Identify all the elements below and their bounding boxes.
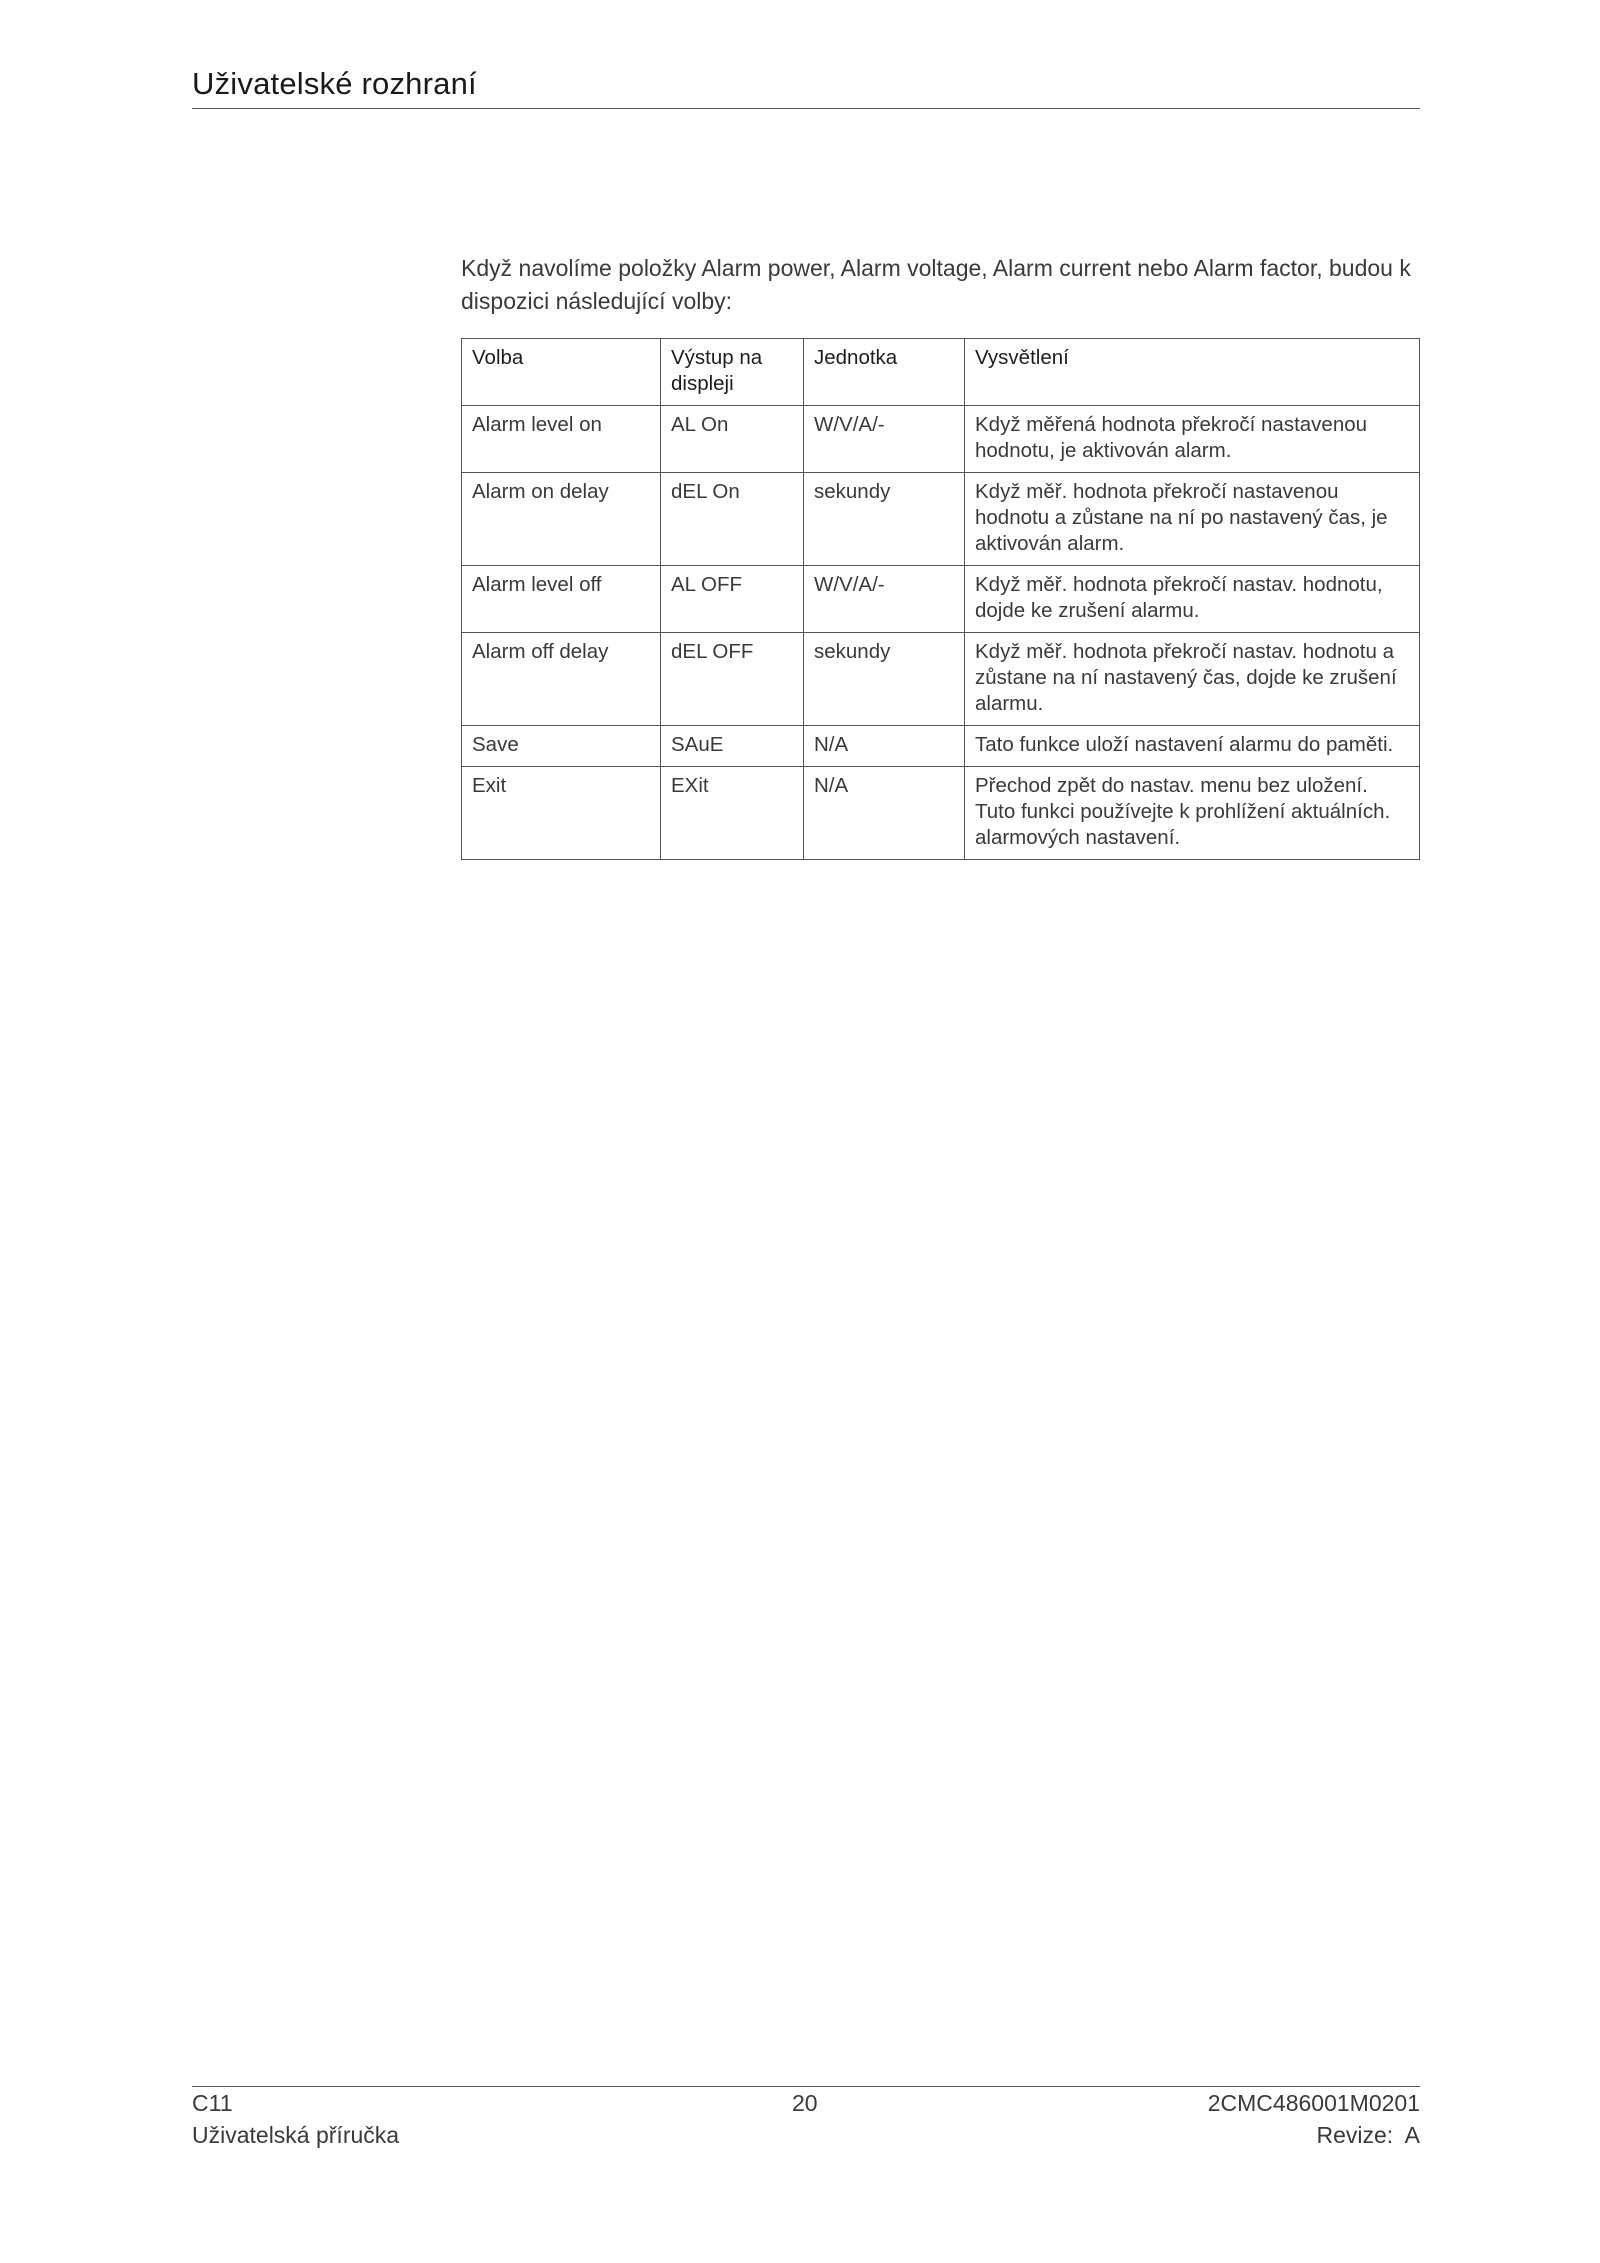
- footer-divider: [192, 2086, 1420, 2087]
- table-row: [462, 767, 1420, 860]
- cell-explanation: Když měř. hodnota překročí nastavenou hodnotu a zůstane na ní po nastavený čas, je aktivován alarm.: [965, 473, 1420, 566]
- cell-explanation: Když měř. hodnota překročí nastav. hodnotu a zůstane na ní nastavený čas, dojde ke zrušení alarmu.: [965, 633, 1420, 726]
- footer-doc-code: 2CMC486001M0201: [1207, 2090, 1420, 2116]
- table-row: [462, 473, 1420, 566]
- cell-explanation: Když měřená hodnota překročí nastavenou hodnotu, je aktivován alarm.: [965, 406, 1420, 473]
- column-header-option: Volba: [462, 339, 661, 406]
- table-row: [462, 633, 1420, 726]
- cell-display: AL OFF: [661, 566, 804, 633]
- column-header-display-output: Výstup na displeji: [661, 339, 804, 406]
- cell-option: Alarm on delay: [462, 473, 661, 566]
- footer-doc-type: Uživatelská příručka: [192, 2122, 400, 2148]
- cell-unit: W/V/A/-: [804, 566, 965, 633]
- cell-display: AL On: [661, 406, 804, 473]
- cell-explanation: Když měř. hodnota překročí nastav. hodnotu, dojde ke zrušení alarmu.: [965, 566, 1420, 633]
- cell-display: EXit: [661, 767, 804, 860]
- options-table: [461, 338, 1420, 860]
- table-row: [462, 566, 1420, 633]
- cell-unit: N/A: [804, 767, 965, 860]
- page-title: Uživatelské rozhraní: [192, 66, 477, 101]
- intro-paragraph: Když navolíme položky Alarm power, Alarm voltage, Alarm current nebo Alarm factor, budou k dispozici následující volby:: [461, 255, 1411, 314]
- footer-model: C11: [192, 2090, 233, 2116]
- cell-display: SAuE: [661, 726, 804, 767]
- cell-explanation: Přechod zpět do nastav. menu bez uložení. Tuto funkci používejte k prohlížení aktuálních. alarmových nastavení.: [965, 767, 1420, 860]
- cell-option: Alarm level off: [462, 566, 661, 633]
- cell-option: Alarm off delay: [462, 633, 661, 726]
- header-divider: [192, 108, 1420, 109]
- table-row: [462, 406, 1420, 473]
- table-row: [462, 726, 1420, 767]
- column-header-unit: Jednotka: [804, 339, 965, 406]
- cell-explanation: Tato funkce uloží nastavení alarmu do paměti.: [965, 726, 1420, 767]
- footer-revision: Revize: A: [1316, 2122, 1420, 2148]
- column-header-explanation: Vysvětlení: [965, 339, 1420, 406]
- table-header-row: [462, 339, 1420, 406]
- page-number: 20: [792, 2090, 818, 2116]
- cell-display: dEL On: [661, 473, 804, 566]
- cell-display: dEL OFF: [661, 633, 804, 726]
- cell-unit: sekundy: [804, 473, 965, 566]
- cell-unit: N/A: [804, 726, 965, 767]
- cell-option: Alarm level on: [462, 406, 661, 473]
- cell-unit: W/V/A/-: [804, 406, 965, 473]
- cell-unit: sekundy: [804, 633, 965, 726]
- cell-option: Exit: [462, 767, 661, 860]
- cell-option: Save: [462, 726, 661, 767]
